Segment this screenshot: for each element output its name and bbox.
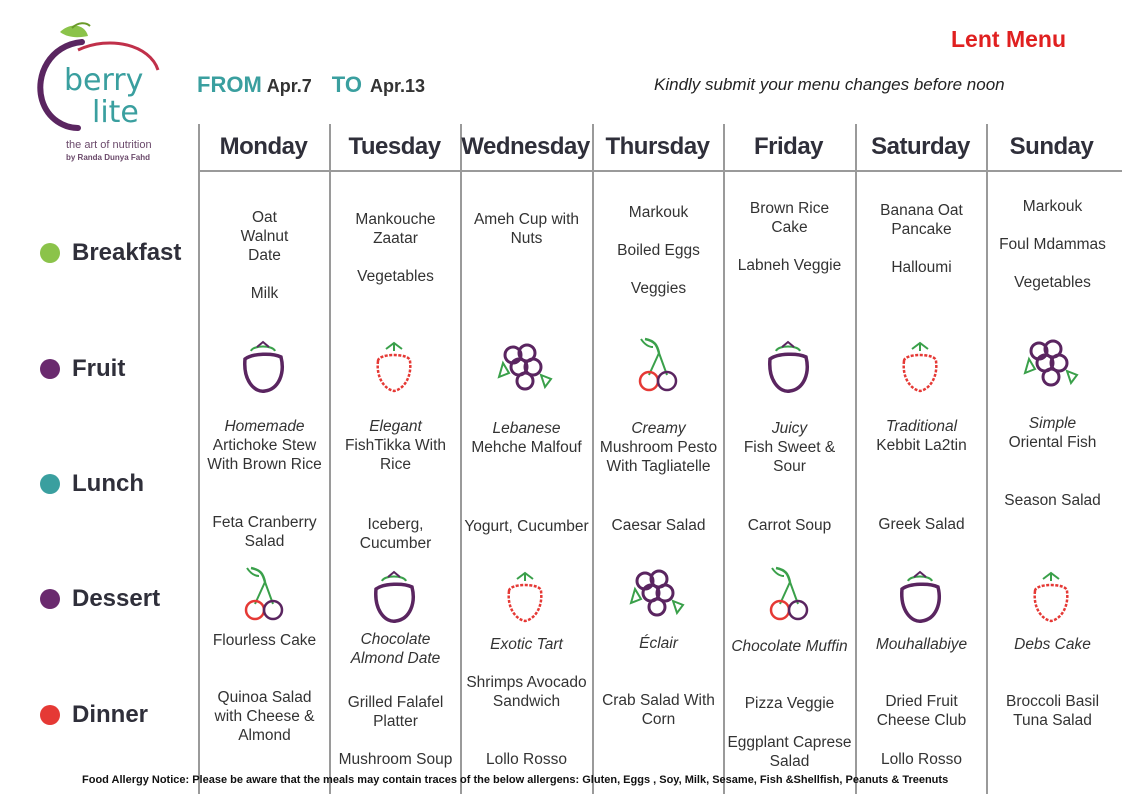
dessert-name: Mouhallabiye (875, 636, 968, 653)
allergy-notice: Food Allergy Notice: Please be aware that the meals may contain traces of the below allergens: Gluten, Eggs , Soy, Milk, Sesame, Fish &Shellfish, Peanuts & Treenuts (82, 774, 949, 786)
dinner-cell (596, 691, 721, 729)
breakfast-item: Mankouche (355, 211, 436, 228)
dinner-dish: Shrimps Avocado Sandwich (466, 674, 587, 710)
dessert-cell (727, 637, 852, 656)
lunch-dish: FishTikka With Rice (344, 437, 447, 473)
breakfast-cell (330, 210, 461, 286)
header-divider (198, 170, 1122, 172)
breakfast-item: Labneh Veggie (737, 257, 842, 274)
lunch-cell (596, 419, 721, 476)
dessert-name: Éclair (639, 635, 678, 652)
breakfast-dot (40, 243, 60, 263)
dessert-cell (464, 635, 589, 654)
lunch-dish: Mushroom Pesto With Tagliatelle (599, 439, 718, 475)
breakfast-cell (199, 208, 330, 303)
breakfast-cell (724, 199, 855, 275)
dessert-name: Debs Cake (1014, 636, 1091, 653)
dinner-dish: Quinoa Salad with Cheese & Almond (214, 689, 315, 744)
lunch-adjective: Homemade (224, 418, 305, 435)
breakfast-cell (856, 201, 987, 277)
dessert-name: Chocolate Almond Date (350, 631, 441, 667)
lunch-adjective: Simple (1028, 415, 1077, 432)
dinner-extra-cell (464, 750, 589, 769)
line-spacer (330, 248, 461, 267)
from-label: FROM (197, 72, 262, 97)
breakfast-item: Ameh Cup with (473, 211, 580, 228)
dinner-extra-cell (859, 750, 984, 769)
day-header-thursday: Thursday (605, 133, 710, 160)
breakfast-item: Markouk (1022, 198, 1083, 215)
lunch-cell (464, 419, 589, 457)
cherries-icon (233, 562, 293, 622)
breakfast-item: Brown Rice (749, 200, 830, 217)
lunch-dish: Artichoke Stew With Brown Rice (207, 437, 322, 473)
line-spacer (856, 239, 987, 258)
logo-byline: by Randa Dunya Fahd (66, 153, 151, 162)
breakfast-item: Date (248, 247, 281, 264)
lunch-cell (727, 419, 852, 476)
dessert-cell (202, 631, 327, 650)
day-header-sunday: Sunday (1009, 133, 1094, 160)
page-title: Lent Menu (951, 26, 1066, 52)
dessert-name: Chocolate Muffin (731, 638, 848, 655)
grapes-icon (627, 563, 687, 623)
dinner-side: Lollo Rosso (486, 751, 567, 768)
lunch-side-dish: Iceberg, Cucumber (359, 516, 432, 552)
breakfast-item: Zaatar (373, 230, 418, 247)
cherries-icon (758, 562, 818, 622)
breakfast-cell (461, 210, 592, 248)
breakfast-item: Boiled Eggs (617, 242, 700, 259)
day-header-tuesday: Tuesday (348, 133, 441, 160)
dinner-extra-cell (727, 733, 852, 771)
dinner-cell (859, 692, 984, 730)
dessert-name: Flourless Cake (212, 632, 317, 649)
strawberry-icon (495, 567, 555, 627)
lunch-adjective: Creamy (631, 420, 686, 437)
lunch-side-cell (727, 516, 852, 535)
lunch-cell (202, 417, 327, 474)
lunch-adjective: Juicy (771, 420, 808, 437)
lunch-side-cell (333, 515, 458, 553)
plum-icon (233, 337, 293, 397)
logo-word-lite: lite (92, 95, 139, 130)
day-header-wednesday: Wednesday (461, 133, 590, 160)
dinner-dish: Broccoli Basil Tuna Salad (1005, 693, 1100, 729)
lunch-adjective: Elegant (369, 418, 422, 435)
breakfast-item: Nuts (510, 230, 543, 247)
dinner-side: Lollo Rosso (881, 751, 962, 768)
breakfast-item: Banana Oat (880, 202, 963, 219)
dinner-side: Eggplant Caprese Salad (727, 734, 852, 770)
breakfast-item: Halloumi (891, 259, 952, 276)
dinner-cell (333, 693, 458, 731)
lunch-side-cell (202, 513, 327, 551)
lunch-cell (990, 414, 1115, 452)
lunch-side-cell (859, 515, 984, 534)
dessert-dot (40, 589, 60, 609)
meal-label-lunch: Lunch (40, 470, 144, 498)
dinner-dot (40, 705, 60, 725)
line-spacer (199, 265, 330, 284)
from-date: Apr.7 (266, 76, 312, 96)
lunch-dish: Fish Sweet & Sour (743, 439, 836, 475)
lunch-side-dish: Caesar Salad (611, 517, 706, 534)
grapes-icon (495, 337, 555, 397)
dinner-cell (202, 688, 327, 745)
lunch-cell (333, 417, 458, 474)
line-spacer (987, 254, 1118, 273)
strawberry-icon (1021, 567, 1081, 627)
breakfast-item: Oat (252, 209, 277, 226)
meal-label-dinner: Dinner (40, 701, 148, 729)
plum-icon (758, 337, 818, 397)
breakfast-cell (593, 203, 724, 298)
lunch-side-cell (990, 491, 1115, 510)
dinner-dish: Pizza Veggie (744, 695, 835, 712)
breakfast-item: Markouk (628, 204, 689, 221)
day-header-friday: Friday (753, 133, 824, 160)
dinner-cell (990, 692, 1115, 730)
lunch-side-cell (464, 517, 589, 536)
dinner-dish: Crab Salad With Corn (602, 692, 715, 728)
lunch-side-dish: Carrot Soup (747, 517, 832, 534)
line-spacer (724, 237, 855, 256)
dessert-name: Exotic Tart (490, 636, 563, 653)
dinner-extra-cell (333, 750, 458, 769)
lunch-side-cell (596, 516, 721, 535)
lunch-side-dish: Yogurt, Cucumber (464, 518, 589, 535)
lunch-side-dish: Season Salad (1004, 492, 1101, 509)
dessert-cell (596, 634, 721, 653)
breakfast-item: Vegetables (357, 268, 434, 285)
breakfast-item: Cake (771, 219, 808, 236)
breakfast-item: Pancake (891, 221, 952, 238)
breakfast-item: Veggies (630, 280, 687, 297)
plum-icon (890, 567, 950, 627)
dessert-cell (990, 635, 1115, 654)
strawberry-icon (364, 337, 424, 397)
dinner-side: Mushroom Soup (338, 751, 453, 768)
lunch-side-dish: Greek Salad (878, 516, 965, 533)
lunch-adjective: Traditional (885, 418, 958, 435)
lunch-adjective: Lebanese (492, 420, 561, 437)
breakfast-item: Walnut (240, 228, 289, 245)
meal-label-breakfast: Breakfast (40, 239, 181, 267)
line-spacer (593, 222, 724, 241)
line-spacer (593, 260, 724, 279)
day-header-monday: Monday (219, 133, 308, 160)
dinner-cell (464, 673, 589, 711)
dinner-cell (727, 694, 852, 713)
to-label: TO (331, 72, 362, 97)
breakfast-item: Vegetables (1014, 274, 1091, 291)
plum-icon (364, 567, 424, 627)
day-header-saturday: Saturday (871, 133, 970, 160)
meal-label-fruit: Fruit (40, 355, 125, 383)
lunch-cell (859, 417, 984, 455)
cherries-icon (627, 333, 687, 393)
date-range (197, 72, 425, 100)
breakfast-item: Milk (250, 285, 279, 302)
dinner-dish: Grilled Falafel Platter (347, 694, 444, 730)
lunch-dot (40, 474, 60, 494)
lunch-side-dish: Feta Cranberry Salad (212, 514, 317, 550)
to-date: Apr.13 (369, 76, 425, 96)
lunch-dish: Oriental Fish (1008, 434, 1097, 451)
strawberry-icon (890, 337, 950, 397)
logo-word-berry: berry (64, 63, 144, 98)
submission-note: Kindly submit your menu changes before noon (654, 75, 1005, 94)
logo-tagline: the art of nutrition (66, 139, 152, 151)
lunch-dish: Kebbit La2tin (876, 437, 967, 454)
fruit-dot (40, 359, 60, 379)
breakfast-item: Foul Mdammas (999, 236, 1106, 253)
grapes-icon (1021, 333, 1081, 393)
meal-label-dessert: Dessert (40, 585, 160, 613)
breakfast-cell (987, 197, 1118, 292)
line-spacer (987, 216, 1118, 235)
dessert-cell (333, 630, 458, 668)
dinner-dish: Dried Fruit Cheese Club (876, 693, 967, 729)
dessert-cell (859, 635, 984, 654)
lunch-dish: Mehche Malfouf (471, 439, 582, 456)
